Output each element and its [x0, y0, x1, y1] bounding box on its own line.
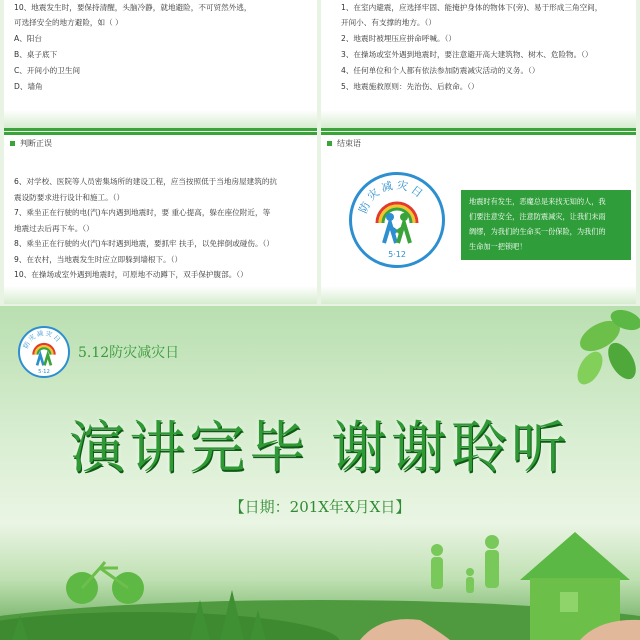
- statement-line: 地震过去后再下车。（）: [14, 224, 94, 233]
- leaves-icon: [530, 306, 640, 416]
- conclusion-line: 绸缪，为我们的生命买一份保险，为我们的: [469, 227, 606, 236]
- option-d: D、墙角: [14, 82, 43, 91]
- question-line: 10、地震发生时，要保持清醒，头脑冷静，就地避险，不可贸然外逃，: [14, 3, 252, 12]
- slide-footer-decoration: [321, 110, 636, 128]
- slide-top-bar: [321, 132, 636, 135]
- slide-question-10: [4, 0, 317, 131]
- slide-header-text: 判断正误: [20, 139, 52, 148]
- subtitle: 5.12防灾减灾日: [78, 345, 180, 361]
- small-logo-graphic-icon: [20, 328, 68, 376]
- statement-line: 4、任何单位和个人都有依法参加防震减灾活动的义务。（）: [341, 66, 540, 75]
- logo-graphic-icon: [352, 175, 442, 265]
- slide-header: [327, 138, 361, 149]
- small-logo-ring-text: 防灾减灾日: [21, 329, 63, 350]
- header-square-icon: [10, 141, 15, 146]
- statement-line: 2、地震时被埋压应拼命呼喊。（）: [341, 34, 456, 43]
- statement-line: 3、在操场或室外遇到地震时，要注意避开高大建筑物、树木、危险物。（）: [341, 50, 593, 59]
- statement-line: 10、在操场或室外遇到地震时，可原地不动蹲下，双手保护腹部。（）: [14, 270, 248, 279]
- statement-line: 7、乘坐正在行驶的电(汽)车内遇到地震时，要 重心提高，躲在座位附近，等: [14, 208, 271, 217]
- slide-true-false-1: [321, 0, 636, 131]
- statement-line: 1、在室内避震，应选择牢固、能掩护身体的物体下(旁)、易于形成三角空间，: [341, 3, 603, 12]
- question-line: 可选择安全的地方避险，如（ ）: [14, 18, 123, 27]
- slide-header-text: 结束语: [337, 139, 361, 148]
- closing-title: 演讲完毕 谢谢聆听: [69, 416, 571, 481]
- statement-line: 5、地震施救原则：先治伤、后救命。（）: [341, 82, 479, 91]
- conclusion-box: [461, 190, 631, 260]
- closing-slide: [0, 306, 640, 640]
- statement-line: 8、乘坐正在行驶的火(汽)车时遇到地震，要抓牢 扶手，以免摔倒或碰伤。（）: [14, 239, 274, 248]
- date-line: 【日期：201X年X月X日】: [229, 498, 411, 516]
- slide-footer-decoration: [4, 110, 317, 128]
- option-a: A、阳台: [14, 34, 42, 43]
- statement-line: 开间小、有支撑的地方。（）: [341, 18, 436, 27]
- bicycle-icon: [66, 562, 144, 604]
- slide-top-bar: [4, 132, 317, 135]
- option-b: B、桌子底下: [14, 50, 58, 59]
- family-icon: [431, 535, 499, 593]
- logo-date: 5·12: [388, 250, 406, 259]
- slide-footer-decoration: [4, 286, 317, 304]
- conclusion-line: 地震时有发生，恶魔总是来找无知的人，我: [469, 197, 606, 206]
- option-c: C、开间小的卫生间: [14, 66, 81, 75]
- slide-footer-decoration: [321, 286, 636, 304]
- statement-line: 6、对学校、医院等人员密集场所的建设工程，应当按照低于当地房屋建筑的抗: [14, 177, 278, 186]
- small-logo-date: 5·12: [38, 368, 50, 375]
- logo-ring-text: 防灾减灾日: [356, 178, 428, 216]
- grass-scenery-icon: [0, 520, 640, 640]
- small-disaster-day-logo: [18, 326, 70, 378]
- conclusion-line: 们要注意安全，注意防震减灾，让我们未雨: [469, 212, 606, 221]
- disaster-day-logo: [349, 172, 445, 268]
- slide-conclusion: [321, 132, 636, 304]
- slide-true-false-2: [4, 132, 317, 304]
- slide-header: [10, 138, 52, 149]
- header-square-icon: [327, 141, 332, 146]
- conclusion-line: 生命加一把锁吧！: [469, 242, 527, 251]
- statement-line: 震设防要求进行设计和施工。（）: [14, 193, 125, 202]
- statement-line: 9、在农村，当地震发生时应立即躲到墙根下。（）: [14, 255, 183, 264]
